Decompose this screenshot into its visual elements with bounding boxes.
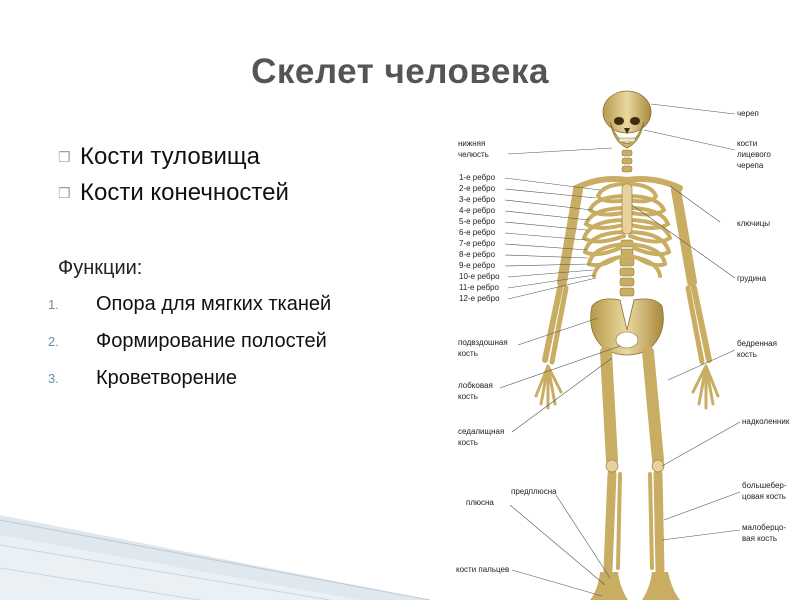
item-number: 3.	[48, 371, 59, 386]
label-face: лицевого	[737, 150, 771, 159]
list-item	[58, 175, 289, 211]
feet	[590, 572, 680, 600]
bullet-list	[58, 139, 289, 211]
label-jaw: нижняя	[458, 139, 486, 148]
function-label: Опора для мягких тканей	[96, 293, 332, 315]
label-femur: бедренная	[737, 339, 777, 348]
function-label: Кроветворение	[96, 367, 238, 389]
label-patella: надколенник	[742, 417, 790, 426]
arrow-bullet-icon: ❒	[58, 184, 71, 201]
item-number: 1.	[48, 297, 59, 312]
label-metatarsus: плюсна	[466, 498, 494, 507]
label-sternum: грудина	[737, 274, 767, 283]
list-item	[48, 323, 331, 360]
label-rib: 11-е ребро	[459, 283, 499, 292]
label-femur: кость	[737, 350, 757, 359]
label-rib: 3-е ребро	[459, 195, 496, 204]
label-jaw: челюсть	[458, 150, 489, 159]
label-rib: 8-е ребро	[459, 250, 496, 259]
label-rib: 12-е ребро	[459, 294, 500, 303]
patella-left	[606, 460, 618, 472]
page-title: Скелет человека	[251, 52, 549, 91]
label-face: черепа	[737, 161, 764, 170]
list-item	[48, 360, 331, 397]
label-rib: 1-е ребро	[459, 173, 496, 182]
function-label: Формирование полостей	[96, 330, 327, 352]
label-tibia: цовая кость	[742, 492, 786, 501]
label-tibia: большебер-	[742, 481, 787, 490]
list-item	[48, 286, 331, 323]
label-ischium: седалищная	[458, 427, 505, 436]
label-rib: 6-е ребро	[459, 228, 496, 237]
label-fibula: вая кость	[742, 534, 778, 543]
bullet-label: Кости конечностей	[80, 179, 289, 206]
label-rib: 2-е ребро	[459, 184, 496, 193]
label-ilium: подвздошная	[458, 338, 508, 347]
label-rib: 9-е ребро	[459, 261, 496, 270]
functions-heading: Функции:	[58, 257, 143, 279]
label-toes: кости пальцев	[456, 565, 510, 574]
label-rib: 7-е ребро	[459, 239, 496, 248]
label-pubis: лобковая	[458, 381, 493, 390]
hands	[536, 366, 718, 408]
label-rib: 10-е ребро	[459, 272, 500, 281]
label-rib: 5-е ребро	[459, 217, 496, 226]
skull	[603, 91, 651, 148]
label-rib: 4-е ребро	[459, 206, 496, 215]
arrow-bullet-icon: ❒	[58, 148, 71, 165]
functions-list	[48, 286, 331, 397]
label-ischium: кость	[458, 438, 478, 447]
bullet-label: Кости туловища	[80, 143, 260, 170]
sternum	[622, 184, 632, 234]
label-clavicles: ключицы	[737, 219, 771, 228]
skeleton-diagram	[440, 88, 800, 600]
list-item	[58, 139, 289, 175]
label-skull: череп	[737, 109, 759, 118]
label-ilium: кость	[458, 349, 478, 358]
label-pubis: кость	[458, 392, 478, 401]
label-face: кости	[737, 139, 758, 148]
item-number: 2.	[48, 334, 59, 349]
label-tarsus: предплюсна	[511, 487, 557, 496]
label-fibula: малоберцо-	[742, 523, 787, 532]
